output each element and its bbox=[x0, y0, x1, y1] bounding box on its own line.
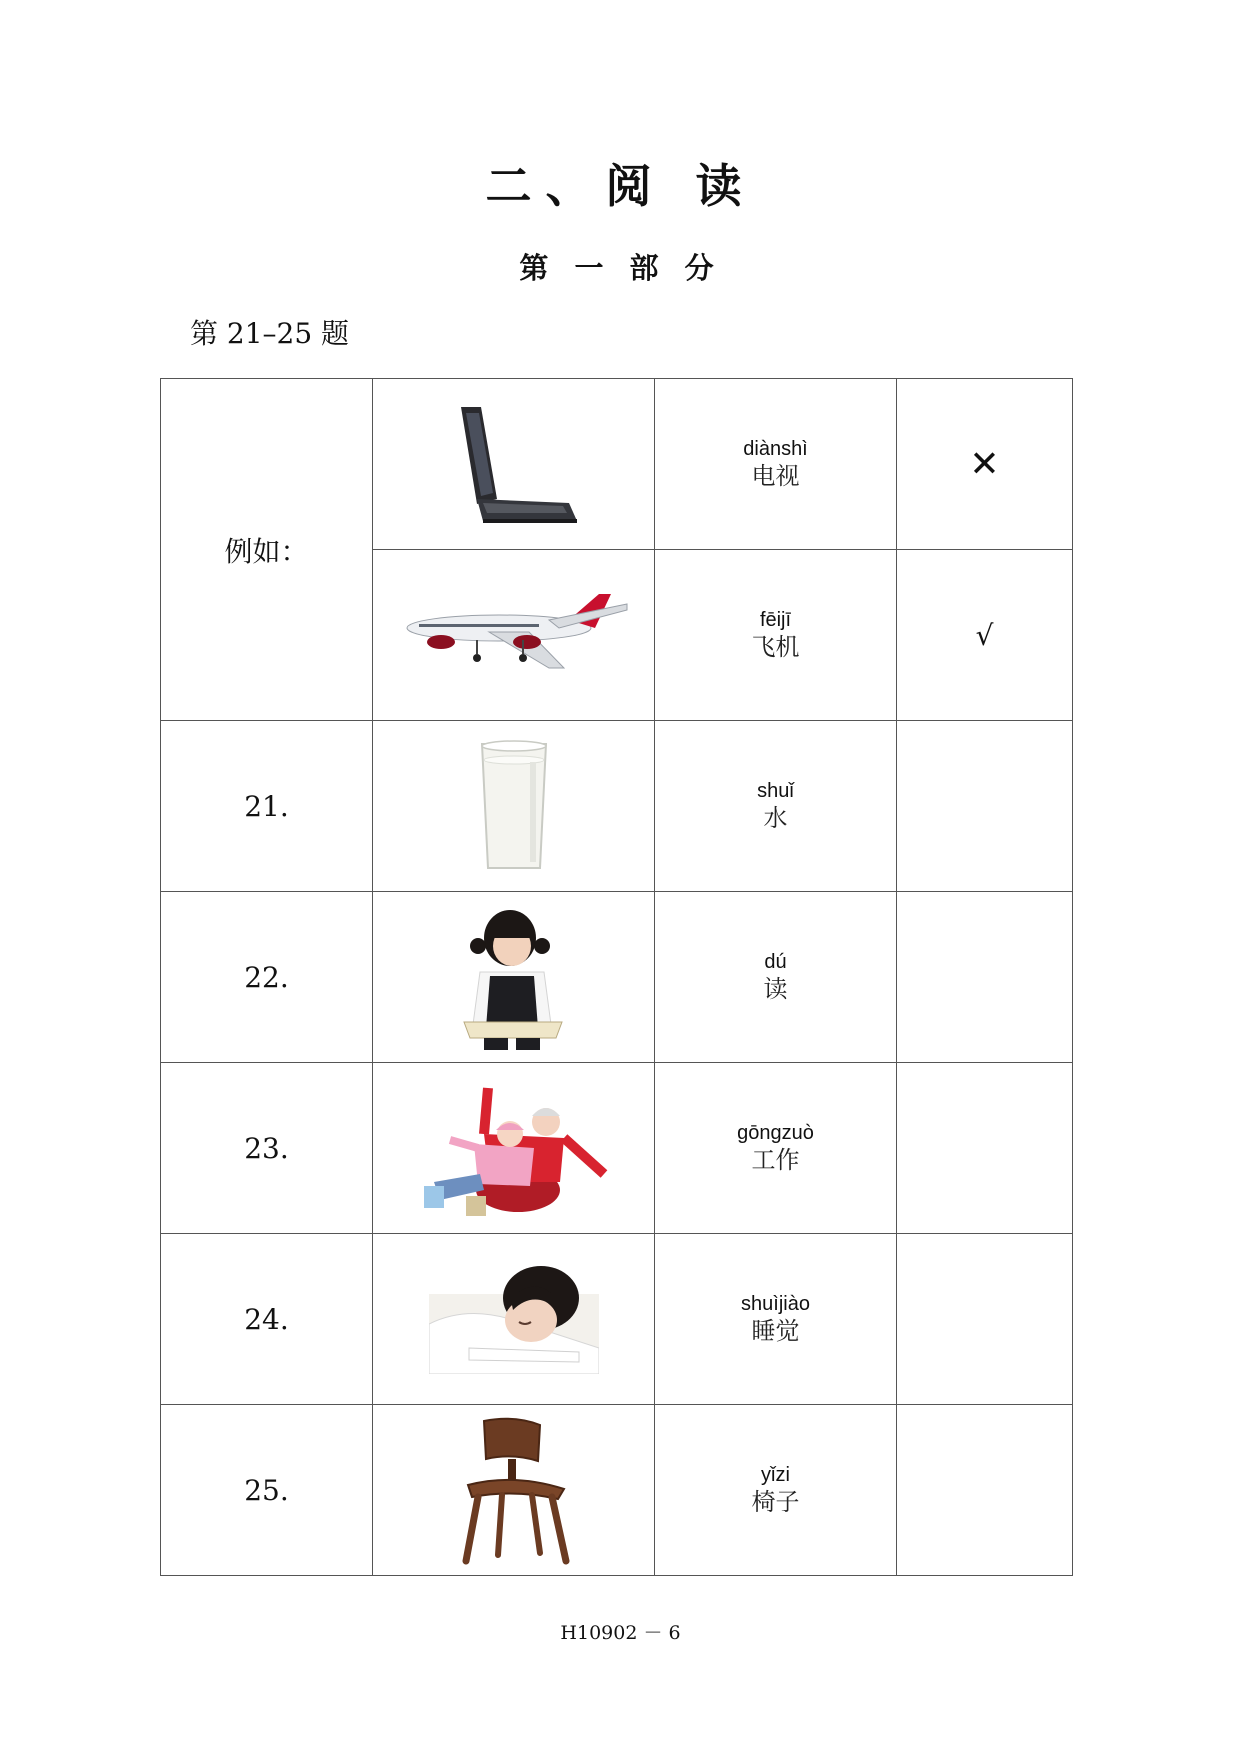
word-cell bbox=[655, 379, 897, 550]
question-number-cell bbox=[161, 1234, 373, 1405]
section-title: 二、阅 读 bbox=[485, 159, 756, 213]
answer-cell bbox=[897, 379, 1073, 550]
picture-cell bbox=[373, 379, 655, 550]
question-row bbox=[161, 1234, 1073, 1405]
answer-cell[interactable] bbox=[897, 1063, 1073, 1234]
pinyin-text: shuìjiào bbox=[741, 1293, 810, 1315]
hanzi-text: 电视 bbox=[751, 462, 800, 490]
question-number-cell bbox=[161, 721, 373, 892]
question-number: 23. bbox=[244, 1131, 289, 1165]
answer-cell[interactable] bbox=[897, 721, 1073, 892]
question-number-cell bbox=[161, 1405, 373, 1576]
question-number-cell bbox=[161, 892, 373, 1063]
question-row bbox=[161, 892, 1073, 1063]
airplane-image bbox=[399, 590, 629, 680]
answer-cell[interactable] bbox=[897, 892, 1073, 1063]
question-row bbox=[161, 1405, 1073, 1576]
sledding-kids-image bbox=[414, 1078, 614, 1218]
example-label-cell bbox=[161, 379, 373, 721]
question-number: 25. bbox=[244, 1473, 289, 1507]
part-subtitle: 第 一 部 分 bbox=[519, 251, 722, 285]
picture-cell bbox=[373, 892, 655, 1063]
answer-cell[interactable] bbox=[897, 1234, 1073, 1405]
question-number-cell bbox=[161, 1063, 373, 1234]
check-mark: √ bbox=[975, 618, 994, 652]
hanzi-text: 睡觉 bbox=[751, 1317, 800, 1345]
question-range: 第 21–25 题 bbox=[190, 317, 350, 350]
question-row bbox=[161, 721, 1073, 892]
word-cell bbox=[655, 892, 897, 1063]
pinyin-text: gōngzuò bbox=[737, 1122, 814, 1144]
hanzi-text: 读 bbox=[763, 975, 788, 1003]
page-footer: H10902 － 6 bbox=[560, 1622, 681, 1644]
answer-cell[interactable] bbox=[897, 1405, 1073, 1576]
pinyin-text: fēijī bbox=[759, 609, 792, 631]
pinyin-text: shuǐ bbox=[757, 780, 794, 802]
word-cell bbox=[655, 550, 897, 721]
picture-cell bbox=[373, 550, 655, 721]
picture-cell bbox=[373, 1234, 655, 1405]
hanzi-text: 工作 bbox=[751, 1146, 800, 1174]
hanzi-text: 水 bbox=[763, 804, 788, 832]
pinyin-text: diànshì bbox=[743, 438, 808, 460]
word-cell bbox=[655, 721, 897, 892]
word-cell bbox=[655, 1405, 897, 1576]
example-row bbox=[161, 379, 1073, 550]
laptop-image bbox=[439, 399, 589, 529]
word-cell bbox=[655, 1063, 897, 1234]
girl-reading-image bbox=[444, 902, 584, 1052]
glass-of-milk-image bbox=[474, 736, 554, 876]
hanzi-text: 椅子 bbox=[751, 1488, 800, 1516]
wooden-chair-image bbox=[454, 1415, 574, 1565]
question-number: 22. bbox=[244, 960, 289, 994]
word-cell bbox=[655, 1234, 897, 1405]
example-label: 例如： bbox=[224, 534, 309, 568]
picture-cell bbox=[373, 1063, 655, 1234]
question-row bbox=[161, 1063, 1073, 1234]
pinyin-text: dú bbox=[764, 951, 787, 973]
pinyin-text: yǐzi bbox=[761, 1464, 790, 1486]
answer-cell bbox=[897, 550, 1073, 721]
cross-mark: ✕ bbox=[969, 443, 1000, 485]
sleeping-girl-image bbox=[429, 1264, 599, 1374]
picture-cell bbox=[373, 721, 655, 892]
question-number: 24. bbox=[244, 1302, 289, 1336]
hanzi-text: 飞机 bbox=[751, 633, 800, 661]
question-number: 21. bbox=[244, 789, 289, 823]
picture-cell bbox=[373, 1405, 655, 1576]
question-table bbox=[160, 378, 1073, 1576]
